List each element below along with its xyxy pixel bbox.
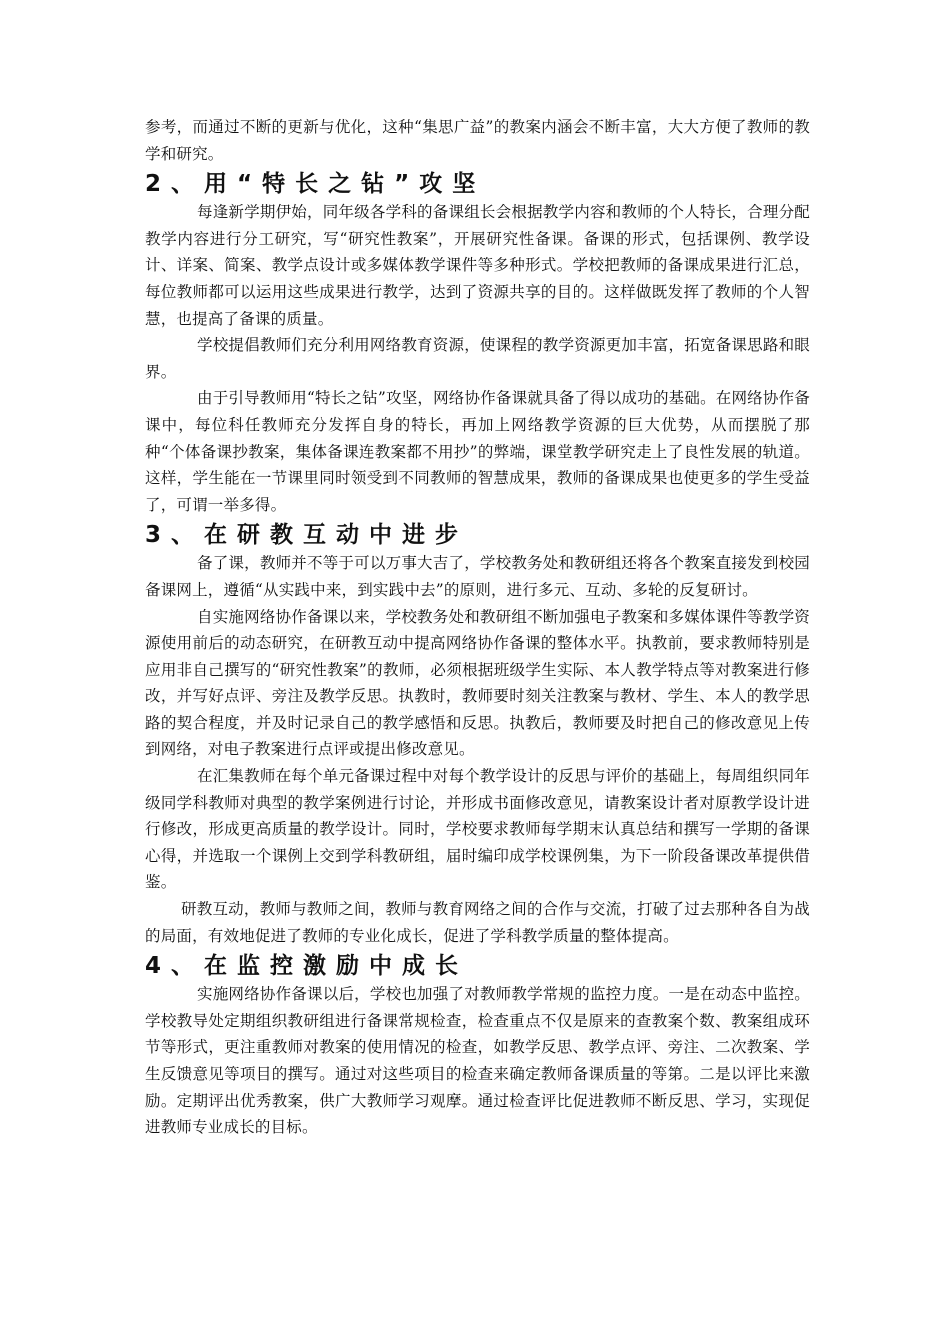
- paragraph-2-1: 每逢新学期伊始，同年级各学科的备课组长会根据教学内容和教师的个人特长，合理分配教学内容进行分工研究，写“研究性教案”，开展研究性备课。备课的形式，包括课例、教学设计、详案、简案、教学点设计或多媒体教学课件等多种形式。学校把教师的备课成果进行汇总，每位教师都可以运用这些成果进行教学，达到了资源共享的目的。这样做既发挥了教师的个人智慧，也提高了备课的质量。: [145, 203, 810, 328]
- section-heading-4: 4、在监控激励中成长: [145, 953, 469, 980]
- paragraph-3-2: 自实施网络协作备课以来，学校教务处和教研组不断加强电子教案和多媒体课件等教学资源使用前后的动态研究，在研教互动中提高网络协作备课的整体水平。执教前，要求教师特别是应用非自己撰写的“研究性教案”的教师，必须根据班级学生实际、本人教学特点等对教案进行修改，并写好点评、旁注及教学反思。执教时，教师要时刻关注教案与教材、学生、本人的教学思路的契合程度，并及时记录自己的教学感悟和反思。执教后，教师要及时把自己的修改意见上传到网络，对电子教案进行点评或提出修改意见。: [145, 607, 810, 759]
- paragraph-3-3: 在汇集教师在每个单元备课过程中对每个教学设计的反思与评价的基础上，每周组织同年级同学科教师对典型的教学案例进行讨论，并形成书面修改意见，请教案设计者对原教学设计进行修改，形成更高质量的教学设计。同时，学校要求教师每学期末认真总结和撰写一学期的备课心得，并选取一个课例上交到学科教研组，届时编印成学校课例集，为下一阶段备课改革提供借鉴。: [145, 767, 810, 892]
- section-heading-3: 3、在研教互动中进步: [145, 522, 469, 549]
- section-heading-2: 2、用“特长之钻”攻坚: [145, 171, 486, 198]
- paragraph-3-1: 备了课，教师并不等于可以万事大吉了，学校教务处和教研组还将各个教案直接发到校园备课网上，遵循“从实践中来，到实践中去”的原则，进行多元、互动、多轮的反复研讨。: [145, 554, 810, 599]
- document-body: [145, 114, 810, 1141]
- paragraph-continuation: 参考，而通过不断的更新与优化，这种“集思广益”的教案内涵会不断丰富，大大方便了教师的教学和研究。: [145, 118, 810, 163]
- paragraph-2-2: 学校提倡教师们充分利用网络教育资源，使课程的教学资源更加丰富，拓宽备课思路和眼界。: [145, 336, 810, 381]
- paragraph-2-3: 由于引导教师用“特长之钻”攻坚，网络协作备课就具备了得以成功的基础。在网络协作备课中，每位科任教师充分发挥自身的特长，再加上网络教学资源的巨大优势，从而摆脱了那种“个体备课抄教案，集体备课连教案都不用抄”的弊端，课堂教学研究走上了良性发展的轨道。这样，学生能在一节课里同时领受到不同教师的智慧成果，教师的备课成果也使更多的学生受益了，可谓一举多得。: [145, 389, 810, 514]
- paragraph-4-1: 实施网络协作备课以后，学校也加强了对教师教学常规的监控力度。一是在动态中监控。学校教导处定期组织教研组进行备课常规检查，检查重点不仅是原来的查教案个数、教案组成环节等形式，更注重教师对教案的使用情况的检查，如教学反思、教学点评、旁注、二次教案、学生反馈意见等项目的撰写。通过对这些项目的检查来确定教师备课质量的等第。二是以评比来激励。定期评出优秀教案，供广大教师学习观摩。通过检查评比促进教师不断反思、学习，实现促进教师专业成长的目标。: [145, 985, 810, 1137]
- paragraph-3-4: 研教互动，教师与教师之间，教师与教育网络之间的合作与交流，打破了过去那种各自为战的局面，有效地促进了教师的专业化成长，促进了学科教学质量的整体提高。: [145, 900, 810, 945]
